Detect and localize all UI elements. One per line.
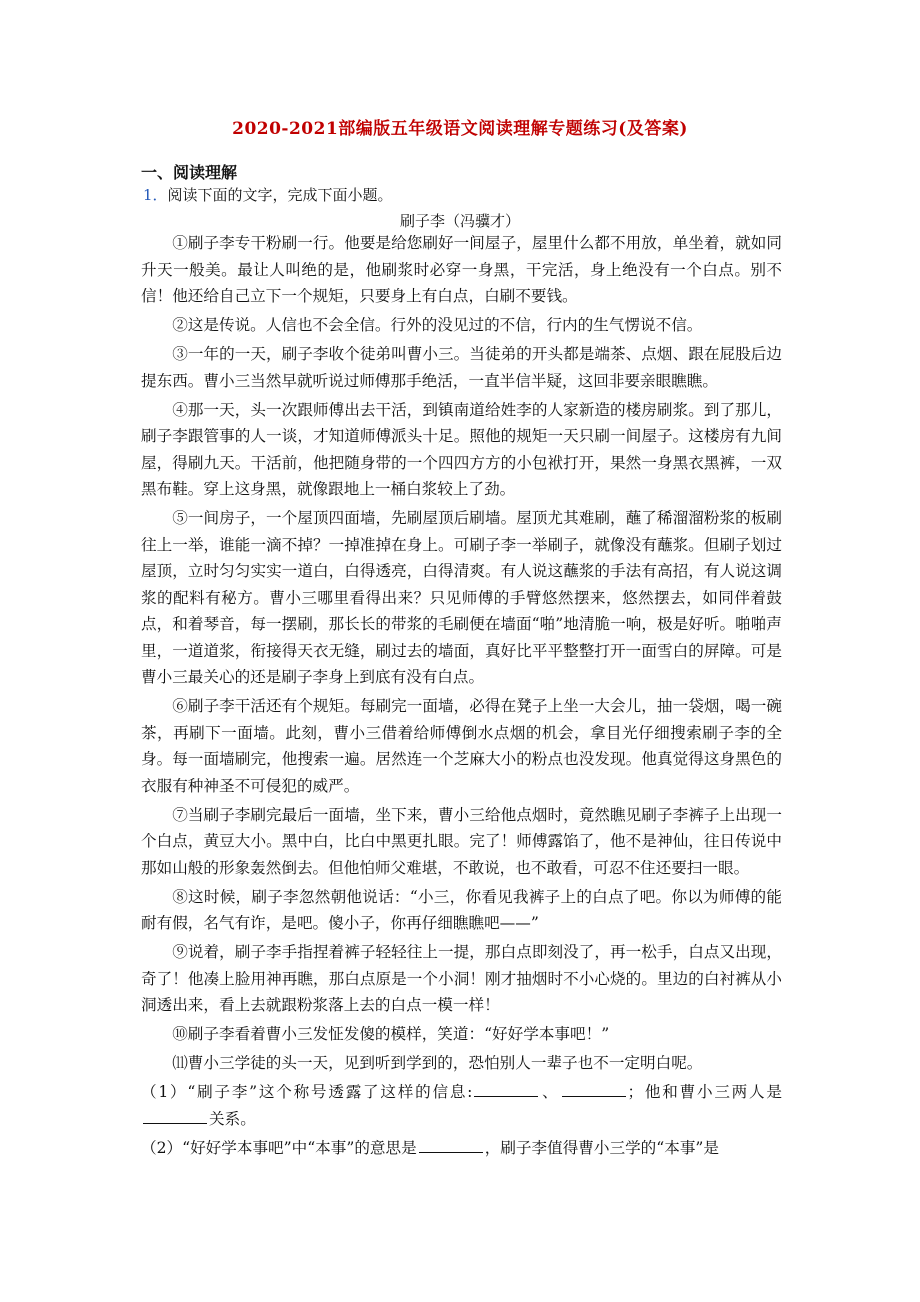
answer-blank[interactable] bbox=[143, 1107, 207, 1124]
paragraph-6: ⑥刷子李干活还有个规矩。每刷完一面墙，必得在凳子上坐一大会儿，抽一袋烟，喝一碗茶，再刷下一面墙。此刻，曹小三借着给师傅倒水点烟的机会，拿目光仔细搜索刷子李的全身。每一面墙刷完，他搜索一遍。居然连一个芝麻大小的粉点也没发现。他真觉得这身黑色的衣服有种神圣不可侵犯的威严。 bbox=[141, 697, 782, 795]
answer-blank[interactable] bbox=[474, 1080, 538, 1097]
paragraph-4: ④那一天，头一次跟师傅出去干活，到镇南道给姓李的人家新造的楼房刷浆。到了那儿，刷子李跟管事的人一谈，才知道师傅派头十足。照他的规矩一天只刷一间屋子。这楼房有九间屋，得刷九天。干活前，他把随身带的一个四四方方的小包袱打开，果然一身黑衣黑裤，一双黑布鞋。穿上这身黑，就像跟地上一桶白浆较上了劲。 bbox=[141, 400, 782, 498]
paragraph-11: ⑾曹小三学徒的头一天，见到听到学到的，恐怕别人一辈子也不一定明白呢。 bbox=[172, 1054, 703, 1072]
answer-blank[interactable] bbox=[562, 1080, 626, 1097]
sub-question-1-text: （1）“刷子李”这个称号透露了这样的信息: bbox=[141, 1083, 473, 1101]
sub-question-1-text-2: ；他和曹小三两人是 bbox=[627, 1083, 782, 1101]
answer-blank[interactable] bbox=[419, 1136, 483, 1153]
paragraph-9: ⑨说着，刷子李手指捏着裤子轻轻往上一提，那白点即刻没了，再一松手，白点又出现，奇了！他凑上脸用神再瞧，那白点原是一个小洞！刚才抽烟时不小心烧的。里边的白衬裤从小洞透出来，看上去就跟粉浆落上去的白点一模一样！ bbox=[141, 943, 782, 1014]
passage-title: 刷子李（冯骥才） bbox=[399, 212, 520, 230]
paragraph-7: ⑦当刷子李刷完最后一面墙，坐下来，曹小三给他点烟时，竟然瞧见刷子李裤子上出现一个白点，黄豆大小。黑中白，比白中黑更扎眼。完了！师傅露馅了，他不是神仙，往日传说中那如山般的形象轰然倒去。但他怕师父难堪，不敢说，也不敢看，可忍不住还要扫一眼。 bbox=[141, 805, 782, 877]
paragraph-8: ⑧这时候，刷子李忽然朝他说话：“小三，你看见我裤子上的白点了吧。你以为师傅的能耐有假，名气有诈，是吧。傻小子，你再仔细瞧瞧吧——” bbox=[141, 887, 782, 932]
sub-question-1 bbox=[141, 1079, 782, 1132]
question-instruction: 阅读下面的文字，完成下面小题。 bbox=[167, 186, 393, 204]
paragraph-5: ⑤一间房子，一个屋顶四面墙，先刷屋顶后刷墙。屋顶尤其难刷，蘸了稀溜溜粉浆的板刷往上一举，谁能一滴不掉？一掉准掉在身上。可刷子李一举刷子，就像没有蘸浆。但刷子划过屋顶，立时匀匀实实一道白，白得透亮，白得清爽。有人说这蘸浆的手法有高招，有人说这调浆的配料有秘方。曹小三哪里看得出来？只见师傅的手臂悠然摆来，悠然摆去，如同伴着鼓点，和着琴音，每一摆刷，那长长的带浆的毛刷便在墙面“啪”地清脆一响，极是好听。啪啪声里，一道道浆，衔接得天衣无缝，刷过去的墙面，真好比平平整整打开一面雪白的屏障。可是曹小三最关心的还是刷子李身上到底有没有白点。 bbox=[141, 509, 782, 686]
paragraph-1: ①刷子李专干粉刷一行。他要是给您刷好一间屋子，屋里什么都不用放，单坐着，就如同升天一般美。最让人叫绝的是，他刷浆时必穿一身黑，干完活，身上绝没有一个白点。别不信！他还给自己立下一个规矩，只要身上有白点，白刷不要钱。 bbox=[141, 234, 782, 305]
question-line bbox=[143, 184, 393, 205]
sub-question-1-sep: 、 bbox=[540, 1083, 560, 1101]
section-heading: 一、阅读理解 bbox=[141, 163, 238, 182]
paragraph-10: ⑩刷子李看着曹小三发怔发傻的模样，笑道：“好好学本事吧！” bbox=[172, 1025, 610, 1043]
sub-question-1-text-3: 关系。 bbox=[209, 1109, 256, 1128]
sub-question-2-text: （2）“好好学本事吧”中“本事”的意思是 bbox=[141, 1138, 417, 1157]
passage-body bbox=[141, 230, 782, 1164]
sub-question-2 bbox=[141, 1135, 782, 1162]
question-number: 1． bbox=[143, 186, 168, 204]
paragraph-2: ②这是传说。人信也不会全信。行外的没见过的不信，行内的生气愣说不信。 bbox=[172, 316, 703, 334]
document-title: 2020-2021部编版五年级语文阅读理解专题练习(及答案) bbox=[232, 119, 688, 139]
sub-question-2-text-2: ，刷子李值得曹小三学的“本事”是 bbox=[484, 1138, 719, 1157]
paragraph-3: ③一年的一天，刷子李收个徒弟叫曹小三。当徒弟的开头都是端茶、点烟、跟在屁股后边提东西。曹小三当然早就听说过师傅那手绝活，一直半信半疑，这回非要亲眼瞧瞧。 bbox=[141, 345, 782, 390]
